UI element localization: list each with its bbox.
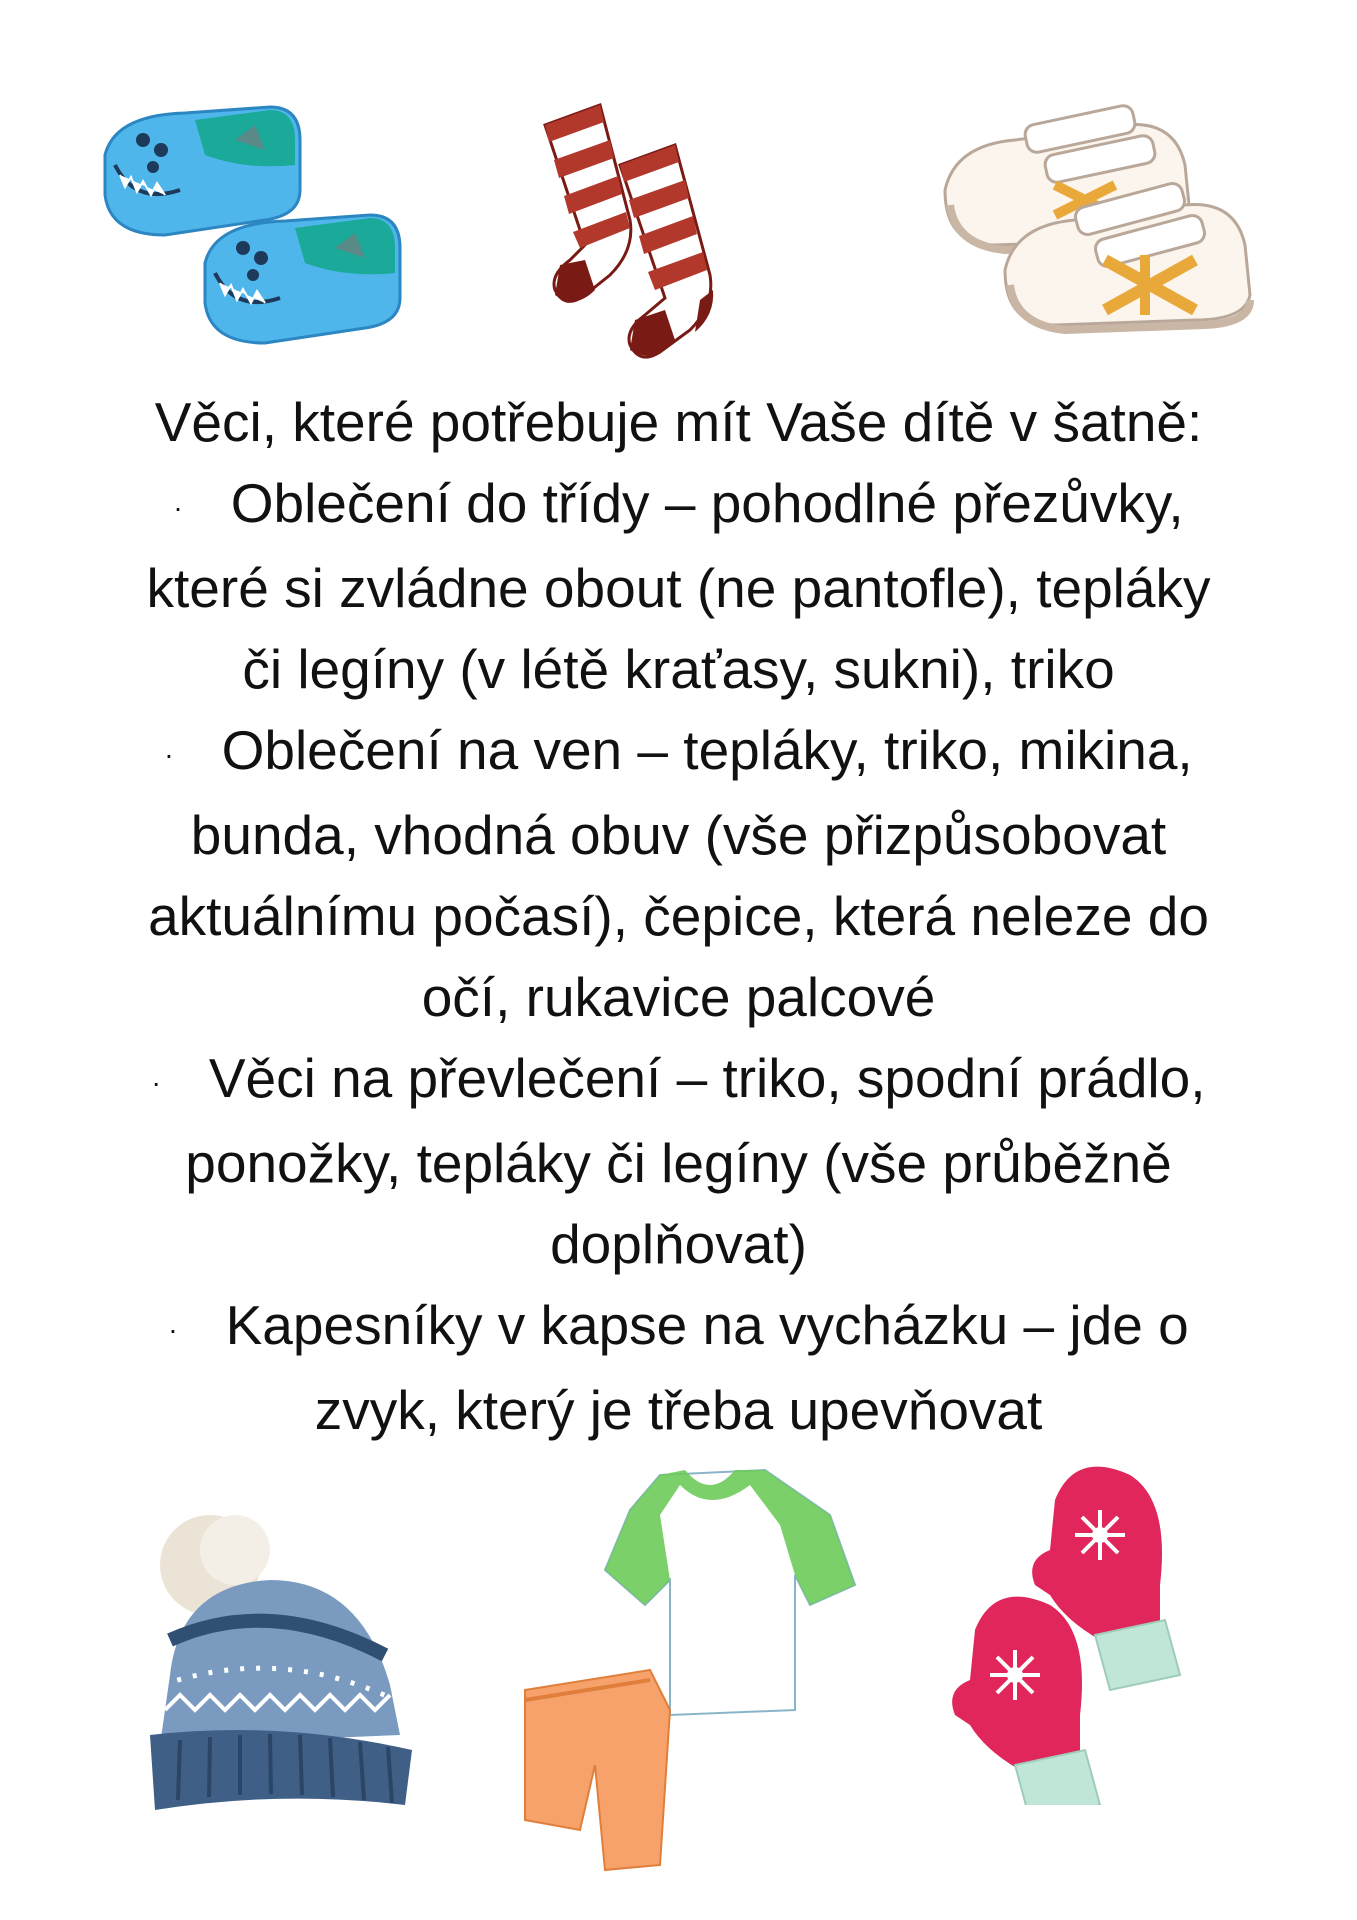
list-item-line: · Oblečení do třídy – pohodlné přezůvky, [70, 463, 1287, 548]
bullet: · [164, 738, 174, 770]
list-item-line: očí, rukavice palcové [421, 965, 936, 1028]
list-item-line: · Oblečení na ven – tepláky, triko, mikina, [70, 710, 1287, 795]
list-item-line: · Věci na převlečení – triko, spodní prádlo, [70, 1038, 1287, 1123]
bullet: · [151, 1066, 161, 1098]
list-item-line: ponožky, tepláky či legíny (vše průběžně [185, 1131, 1172, 1194]
bullet: · [173, 491, 183, 523]
striped-socks-illustration [540, 100, 755, 360]
clothing-list [70, 382, 1287, 1451]
tshirt-shorts-illustration [510, 1455, 885, 1875]
bullet: · [168, 1313, 178, 1345]
sneakers-illustration [935, 95, 1265, 345]
list-item-line: které si zvládne obout (ne pantofle), tepláky [146, 556, 1211, 619]
list-item-line: zvyk, který je třeba upevňovat [314, 1378, 1043, 1441]
list-item-line: či legíny (v létě kraťasy, sukni), triko [242, 637, 1115, 700]
shark-slippers-illustration [95, 95, 415, 360]
list-item-line: · Kapesníky v kapse na vycházku – jde o [70, 1285, 1287, 1370]
list-item-line: doplňovat) [550, 1212, 807, 1275]
mittens-illustration [945, 1445, 1230, 1805]
winter-hat-illustration [140, 1505, 425, 1835]
list-item-line: bunda, vhodná obuv (vše přizpůsobovat [190, 803, 1167, 866]
heading: Věci, které potřebuje mít Vaše dítě v šatně: [154, 391, 1203, 453]
list-item-line: aktuálnímu počasí), čepice, která neleze do [148, 884, 1209, 947]
